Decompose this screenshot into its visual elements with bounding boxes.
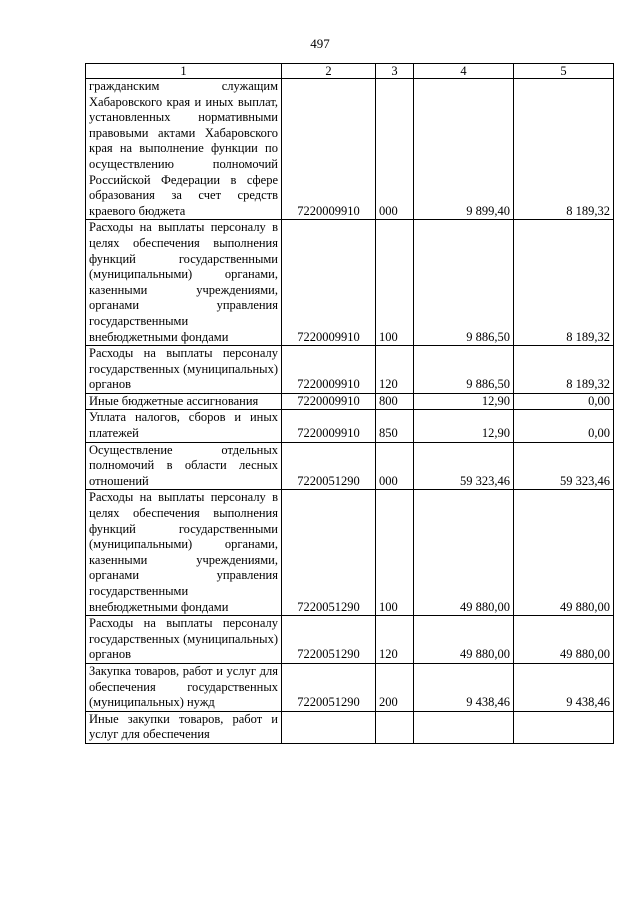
row-target-code: 7220009910 [282, 346, 376, 394]
table-row [86, 410, 614, 442]
header-col-3: 3 [376, 64, 414, 79]
row-expense-type: 120 [376, 346, 414, 394]
row-amount-col5: 0,00 [514, 410, 614, 442]
row-amount-col4: 49 880,00 [414, 616, 514, 664]
row-amount-col5: 49 880,00 [514, 490, 614, 616]
table-row [86, 442, 614, 490]
row-amount-col4: 12,90 [414, 393, 514, 410]
row-name: Уплата налогов, сборов и иных платежей [86, 410, 282, 442]
row-amount-col5: 8 189,32 [514, 346, 614, 394]
table-row [86, 79, 614, 220]
row-amount-col5: 59 323,46 [514, 442, 614, 490]
row-amount-col5: 9 438,46 [514, 663, 614, 711]
row-expense-type: 800 [376, 393, 414, 410]
row-target-code: 7220051290 [282, 663, 376, 711]
row-target-code: 7220051290 [282, 616, 376, 664]
row-amount-col4: 9 899,40 [414, 79, 514, 220]
row-target-code [282, 711, 376, 743]
row-name: Иные бюджетные ассигнования [86, 393, 282, 410]
row-amount-col4: 9 438,46 [414, 663, 514, 711]
row-expense-type: 200 [376, 663, 414, 711]
row-expense-type: 000 [376, 79, 414, 220]
header-col-2: 2 [282, 64, 376, 79]
row-name: Расходы на выплаты персоналу в целях обеспечения выполнения функций государственными (муниципальными) органами, казенными учреждениями, органами управления государственными внебюджетными фондами [86, 220, 282, 346]
row-target-code: 7220009910 [282, 220, 376, 346]
row-target-code: 7220009910 [282, 79, 376, 220]
row-name: Расходы на выплаты персоналу государственных (муниципальных) органов [86, 346, 282, 394]
row-amount-col4: 9 886,50 [414, 346, 514, 394]
row-target-code: 7220009910 [282, 393, 376, 410]
table-row [86, 711, 614, 743]
table-row [86, 490, 614, 616]
table-row [86, 393, 614, 410]
row-amount-col5: 8 189,32 [514, 220, 614, 346]
row-expense-type: 100 [376, 490, 414, 616]
header-col-4: 4 [414, 64, 514, 79]
table-row [86, 616, 614, 664]
page-number: 497 [310, 36, 330, 51]
row-target-code: 7220051290 [282, 442, 376, 490]
header-col-5: 5 [514, 64, 614, 79]
header-col-1: 1 [86, 64, 282, 79]
header-row [86, 64, 614, 79]
row-name: Закупка товаров, работ и услуг для обеспечения государственных (муниципальных) нужд [86, 663, 282, 711]
row-name: Расходы на выплаты персоналу в целях обеспечения выполнения функций государственными (муниципальными) органами, казенными учреждениями, органами управления государственными внебюджетными фондами [86, 490, 282, 616]
row-amount-col4: 9 886,50 [414, 220, 514, 346]
row-amount-col4 [414, 711, 514, 743]
row-amount-col4: 59 323,46 [414, 442, 514, 490]
table-row [86, 346, 614, 394]
row-expense-type [376, 711, 414, 743]
row-amount-col5: 8 189,32 [514, 79, 614, 220]
row-amount-col4: 49 880,00 [414, 490, 514, 616]
table-row [86, 663, 614, 711]
row-expense-type: 100 [376, 220, 414, 346]
row-target-code: 7220051290 [282, 490, 376, 616]
row-target-code: 7220009910 [282, 410, 376, 442]
row-amount-col4: 12,90 [414, 410, 514, 442]
row-name: Расходы на выплаты персоналу государственных (муниципальных) органов [86, 616, 282, 664]
row-expense-type: 850 [376, 410, 414, 442]
row-name: Осуществление отдельных полномочий в области лесных отношений [86, 442, 282, 490]
row-expense-type: 000 [376, 442, 414, 490]
budget-table [85, 63, 614, 744]
row-name: гражданским служащим Хабаровского края и иных выплат, установленных нормативными правовыми актами Хабаровского края на выполнение функции по осуществлению полномочий Российской Федерации в сфере образования за счет средств краевого бюджета [86, 79, 282, 220]
row-amount-col5 [514, 711, 614, 743]
row-expense-type: 120 [376, 616, 414, 664]
row-name: Иные закупки товаров, работ и услуг для обеспечения [86, 711, 282, 743]
row-amount-col5: 0,00 [514, 393, 614, 410]
row-amount-col5: 49 880,00 [514, 616, 614, 664]
table-row [86, 220, 614, 346]
